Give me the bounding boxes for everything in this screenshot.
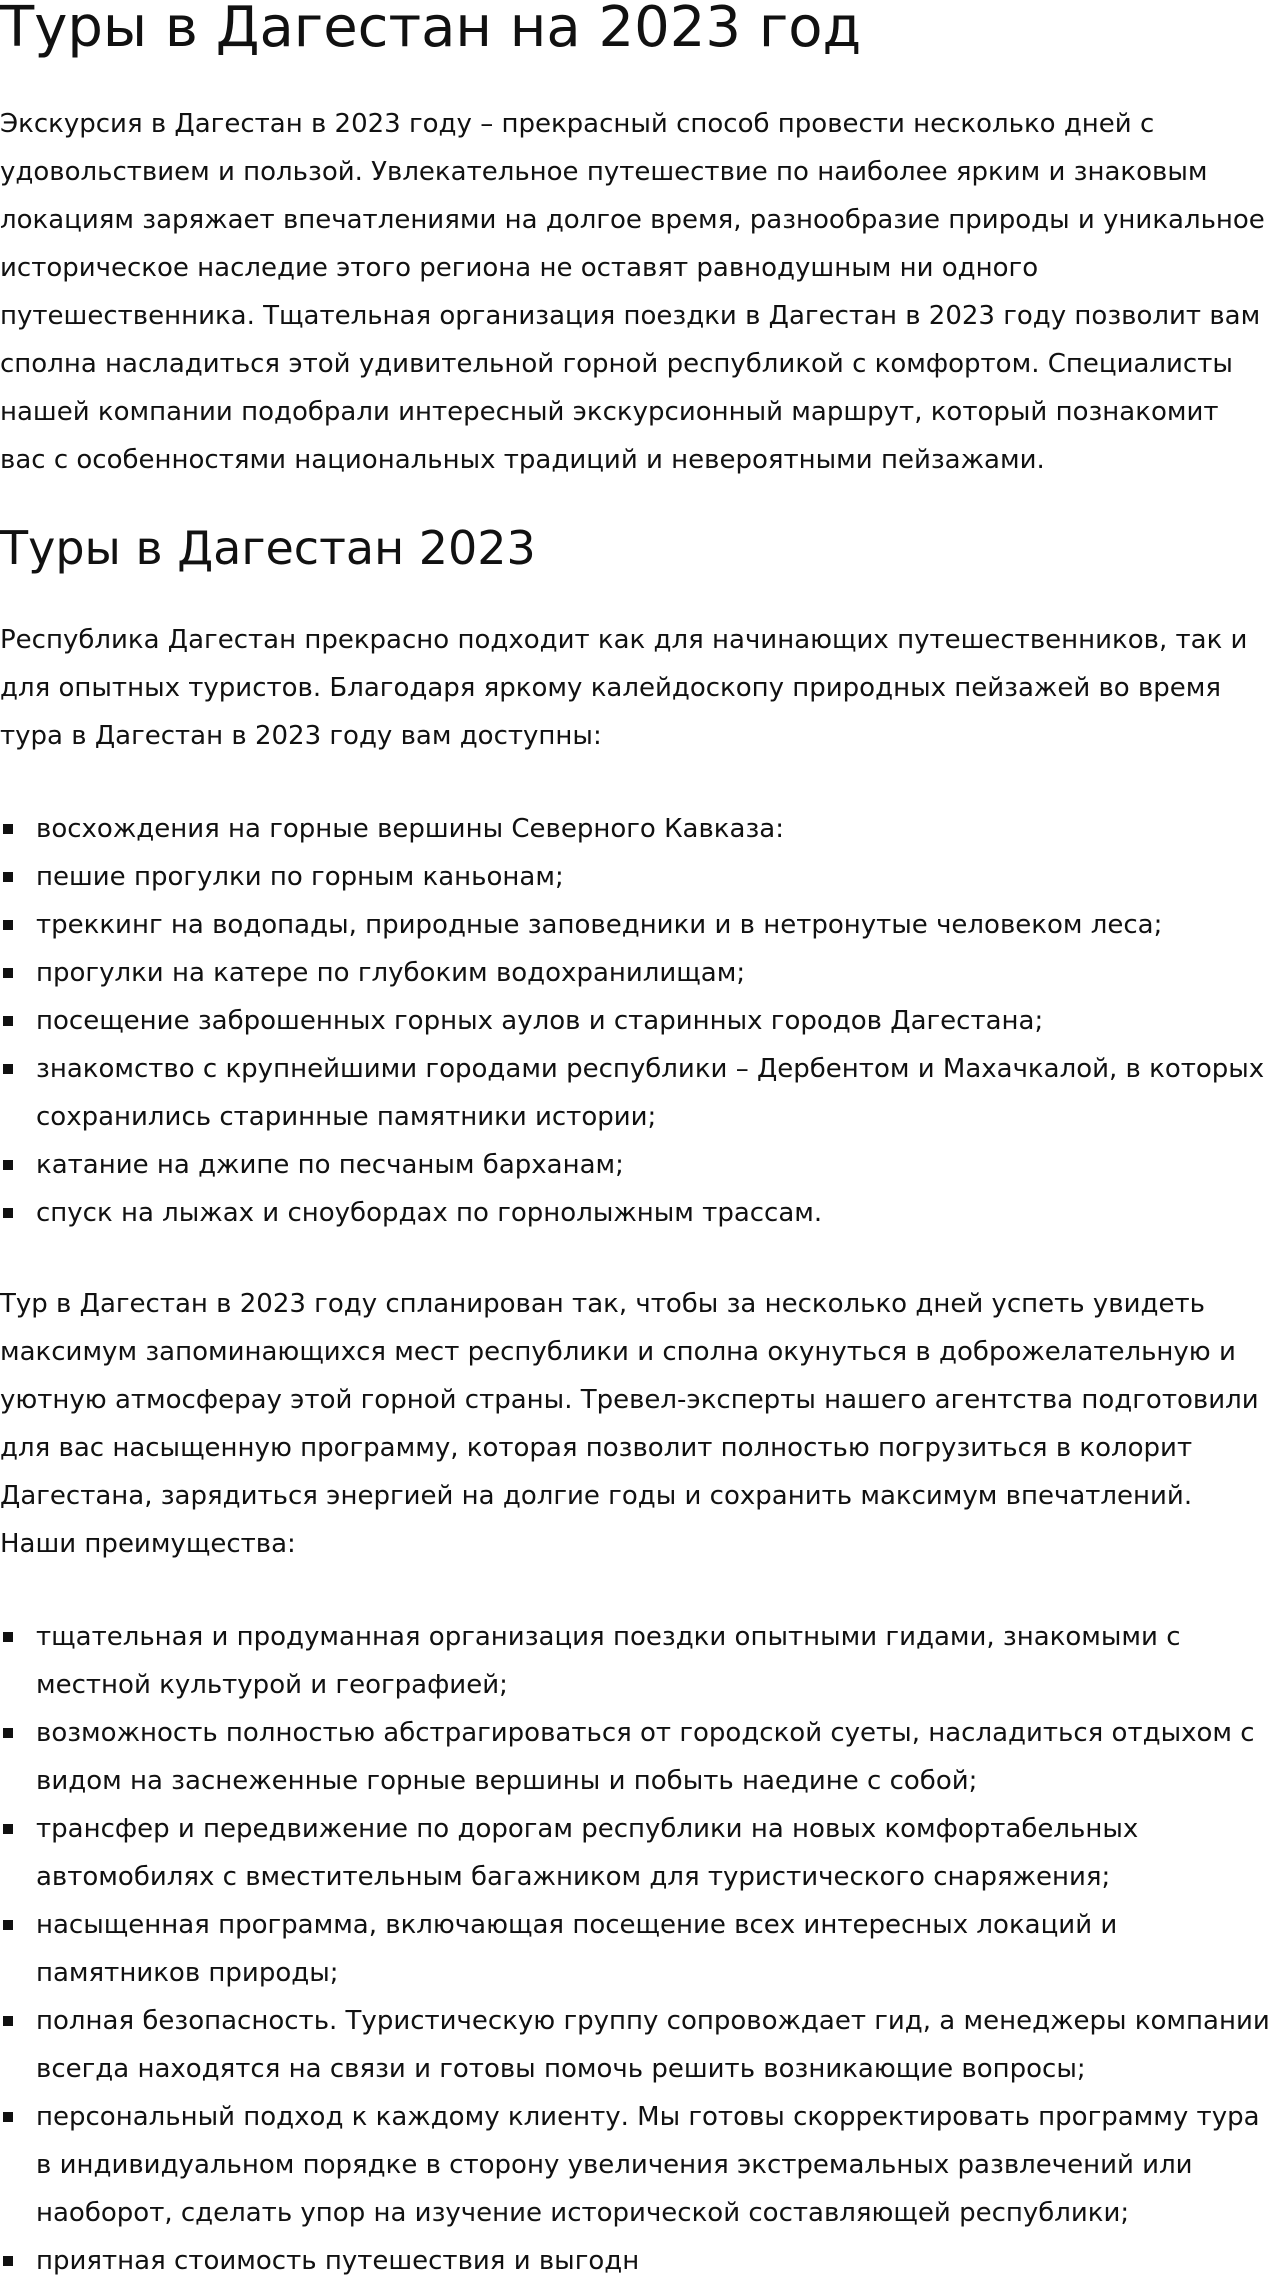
- list-item-text: прогулки на катере по глубоким водохранилищам;: [36, 958, 746, 988]
- list-item: [0, 1805, 1270, 1901]
- bullet-square-icon: [3, 1824, 13, 1834]
- bullet-square-icon: [3, 1064, 13, 1074]
- list-item: [0, 2093, 1270, 2237]
- list-item-text: персональный подход к каждому клиенту. Мы готовы скорректировать программу тура в индивидуальном порядке в сторону увеличения экстремальных развлечений или наоборот, сделать упор на изучение исторической составляющей республики;: [36, 2102, 1260, 2228]
- bullet-square-icon: [3, 1208, 13, 1218]
- list-item: [0, 901, 1270, 949]
- activities-list: [0, 805, 1270, 1237]
- intro-paragraph: Экскурсия в Дагестан в 2023 году – прекрасный способ провести несколько дней с удовольствием и пользой. Увлекательное путешествие по наиболее ярким и знаковым локациям заряжает впечатлениями на долгое время, разнообразие природы и уникальное историческое наследие этого региона не оставят равнодушным ни одного путешественника. Тщательная организация поездки в Дагестан в 2023 году позволит вам сполна насладиться этой удивительной горной республикой с комфортом. Специалисты нашей компании подобрали интересный экскурсионный маршрут, который познакомит вас с особенностями национальных традиций и невероятными пейзажами.: [0, 109, 1265, 475]
- plan-paragraph: Тур в Дагестан в 2023 году спланирован так, чтобы за несколько дней успеть увидеть максимум запоминающихся мест республики и сполна окунуться в доброжелательную и уютную атмосферау этой горной страны. Тревел-эксперты нашего агентства подготовили для вас насыщенную программу, которая позволит полностью погрузиться в колорит Дагестана, зарядиться энергией на долгие годы и сохранить максимум впечатлений. Наши преимущества:: [0, 1289, 1259, 1559]
- list-item: [0, 1045, 1270, 1141]
- list-item: [0, 805, 1270, 853]
- bullet-square-icon: [3, 2112, 13, 2122]
- bullet-square-icon: [3, 2256, 13, 2266]
- section-intro-paragraph: Республика Дагестан прекрасно подходит как для начинающих путешественников, так и для опытных туристов. Благодаря яркому калейдоскопу природных пейзажей во время тура в Дагестан в 2023 году вам доступны:: [0, 625, 1248, 751]
- list-item: [0, 1901, 1270, 1997]
- bullet-square-icon: [3, 824, 13, 834]
- list-item: [0, 1189, 1270, 1237]
- bullet-square-icon: [3, 1016, 13, 1026]
- section-heading: Туры в Дагестан 2023: [0, 521, 536, 575]
- bullet-square-icon: [3, 920, 13, 930]
- list-item: [0, 2237, 1270, 2285]
- bullet-square-icon: [3, 1728, 13, 1738]
- page-title: Туры в Дагестан на 2023 год: [0, 0, 862, 60]
- bullet-square-icon: [3, 2016, 13, 2026]
- bullet-square-icon: [3, 1920, 13, 1930]
- bullet-square-icon: [3, 968, 13, 978]
- bullet-square-icon: [3, 1160, 13, 1170]
- list-item-text: трансфер и передвижение по дорогам республики на новых комфортабельных автомобилях с вместительным багажником для туристического снаряжения;: [36, 1814, 1139, 1892]
- list-item-text: приятная стоимость путешествия и выгодн: [36, 2246, 640, 2276]
- list-item-text: насыщенная программа, включающая посещение всех интересных локаций и памятников природы;: [36, 1910, 1118, 1988]
- list-item-text: возможность полностью абстрагироваться от городской суеты, насладиться отдыхом с видом на заснеженные горные вершины и побыть наедине с собой;: [36, 1718, 1255, 1796]
- bullet-square-icon: [3, 1632, 13, 1642]
- list-item-text: треккинг на водопады, природные заповедники и в нетронутые человеком леса;: [36, 910, 1163, 940]
- advantages-list: [0, 1613, 1270, 2285]
- list-item-text: знакомство с крупнейшими городами республики – Дербентом и Махачкалой, в которых сохранились старинные памятники истории;: [36, 1054, 1265, 1132]
- list-item: [0, 1141, 1270, 1189]
- list-item: [0, 997, 1270, 1045]
- bullet-square-icon: [3, 872, 13, 882]
- list-item-text: восхождения на горные вершины Северного Кавказа:: [36, 814, 784, 844]
- list-item-text: пешие прогулки по горным каньонам;: [36, 862, 564, 892]
- list-item-text: спуск на лыжах и сноубордах по горнолыжным трассам.: [36, 1198, 823, 1228]
- list-item-text: катание на джипе по песчаным барханам;: [36, 1150, 624, 1180]
- list-item: [0, 1997, 1270, 2093]
- list-item: [0, 949, 1270, 997]
- list-item: [0, 1709, 1270, 1805]
- list-item-text: посещение заброшенных горных аулов и старинных городов Дагестана;: [36, 1006, 1044, 1036]
- list-item-text: тщательная и продуманная организация поездки опытными гидами, знакомыми с местной культурой и географией;: [36, 1622, 1181, 1700]
- list-item-text: полная безопасность. Туристическую группу сопровождает гид, а менеджеры компании всегда находятся на связи и готовы помочь решить возникающие вопросы;: [36, 2006, 1270, 2084]
- list-item: [0, 1613, 1270, 1709]
- list-item: [0, 853, 1270, 901]
